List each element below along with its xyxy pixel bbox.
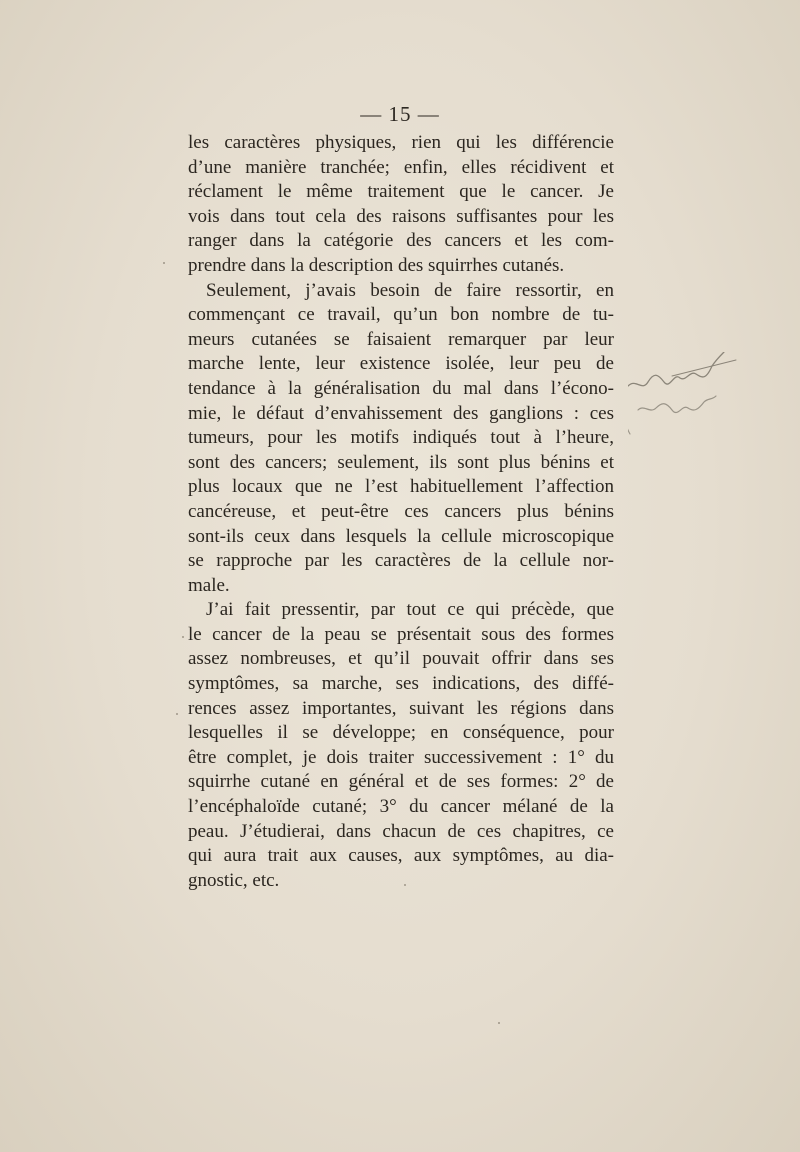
- text-line: les caractères physiques, rien qui les différencie: [188, 132, 614, 153]
- text-line: cancéreuse, et peut-être ces cancers plus bénins: [188, 500, 614, 522]
- text-line: vois dans tout cela des raisons suffisantes pour les: [188, 205, 614, 227]
- text-line: lesquelles il se développe; en conséquence, pour: [188, 722, 614, 744]
- text-line: qui aura trait aux causes, aux symptômes, au dia-: [188, 845, 614, 867]
- text-line: Seulement, j’avais besoin de faire ressortir, en: [206, 279, 614, 301]
- text-line: commençant ce travail, qu’un bon nombre de tu-: [188, 304, 614, 326]
- text-line: gnostic, etc.: [188, 869, 280, 891]
- text-line: symptômes, sa marche, ses indications, des diffé-: [188, 673, 614, 695]
- text-line: male.: [188, 574, 230, 596]
- text-line: l’encéphaloïde cutané; 3° du cancer mélané de la: [188, 796, 614, 818]
- text-line: J’ai fait pressentir, par tout ce qui précède, que: [206, 599, 614, 621]
- paper-speck: [176, 713, 178, 715]
- paper-speck: [404, 884, 406, 886]
- text-line: se rapproche par les caractères de la cellule nor-: [188, 550, 614, 572]
- text-line: le cancer de la peau se présentait sous des formes: [188, 623, 614, 645]
- text-line: ranger dans la catégorie des cancers et les com-: [188, 230, 614, 252]
- text-line: sont des cancers; seulement, ils sont plus bénins et: [188, 451, 614, 473]
- text-line: mie, le défaut d’envahissement des ganglions : ces: [188, 402, 614, 424]
- text-line: prendre dans la description des squirrhes cutanés.: [188, 254, 565, 276]
- text-line: peau. J’étudierai, dans chacun de ces chapitres, ce: [188, 820, 614, 842]
- text-line: assez nombreuses, et qu’il pouvait offrir dans ses: [188, 648, 614, 670]
- text-line: être complet, je dois traiter successivement : 1° du: [188, 746, 614, 768]
- text-line: rences assez importantes, suivant les régions dans: [188, 697, 614, 719]
- body-text: [188, 131, 614, 893]
- text-line: d’une manière tranchée; enfin, elles récidivent et: [188, 156, 614, 178]
- text-line: tendance à la généralisation du mal dans l’écono-: [188, 377, 614, 399]
- paper-speck: [498, 1022, 500, 1024]
- text-line: marche lente, leur existence isolée, leur peu de: [188, 353, 614, 375]
- text-line: sont-ils ceux dans lesquels la cellule microscopique: [188, 525, 614, 547]
- text-line: squirrhe cutané en général et de ses formes: 2° de: [188, 771, 614, 793]
- text-line: meurs cutanées se faisaient remarquer par leur: [188, 328, 614, 350]
- page-number: — 15 —: [360, 102, 440, 126]
- text-line: plus locaux que ne l’est habituellement l’affection: [188, 476, 614, 498]
- text-line: réclament le même traitement que le cancer. Je: [188, 181, 614, 203]
- text-line: tumeurs, pour les motifs indiqués tout à l’heure,: [188, 427, 614, 449]
- paper-speck: [163, 262, 165, 264]
- handwritten-margin-note: [628, 352, 748, 442]
- paper-speck: [182, 636, 184, 638]
